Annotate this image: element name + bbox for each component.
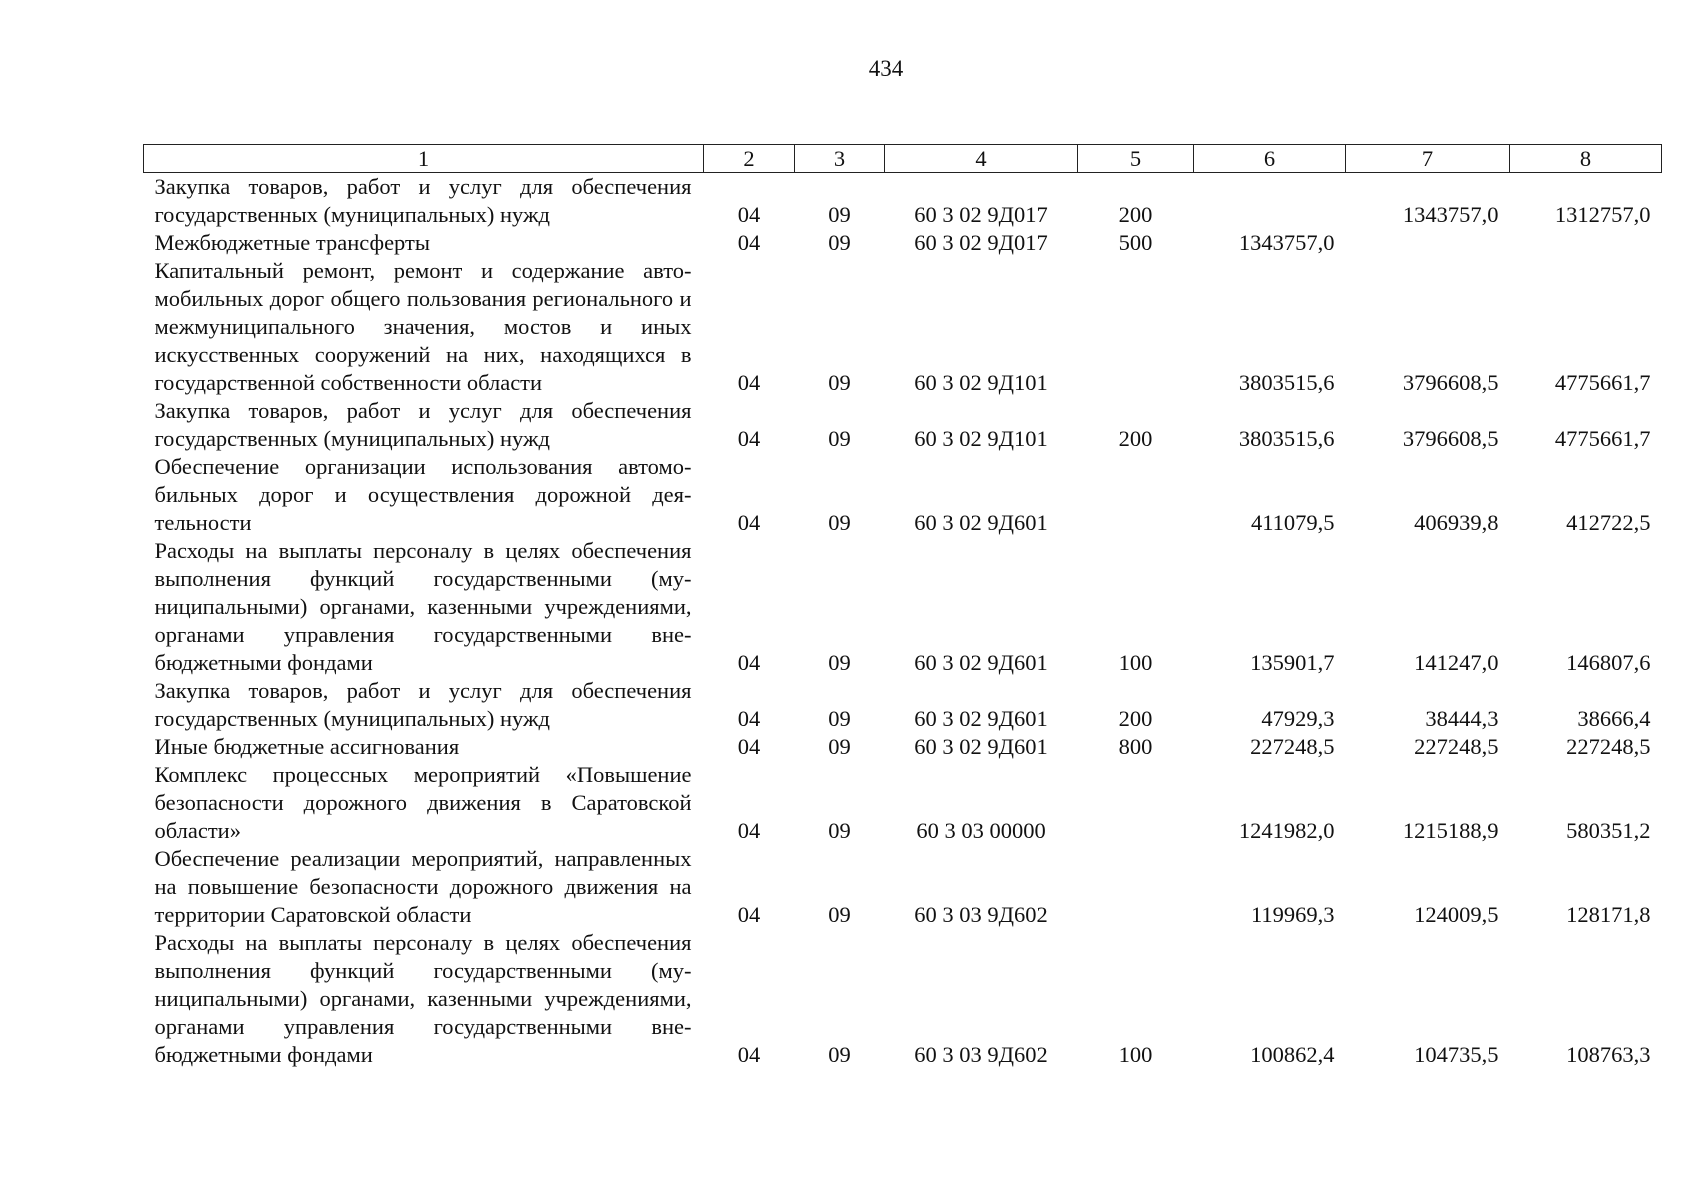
row-section-code: 04 (737, 706, 761, 731)
row-section-code: 04 (737, 902, 761, 927)
column-header: 2 (704, 145, 795, 173)
row-amount-col8: 227248,5 (1566, 734, 1651, 759)
row-expense-type (1078, 845, 1194, 929)
row-amount-col7: 406939,8 (1414, 510, 1499, 535)
table-row (144, 257, 1662, 397)
row-amount-col6: 3803515,6 (1238, 426, 1335, 451)
page-number: 434 (868, 56, 904, 81)
column-header: 1 (144, 145, 704, 173)
table-body (144, 173, 1662, 1070)
row-target-article: 60 3 02 9Д601 (914, 734, 1048, 759)
header-row (144, 145, 1662, 173)
table-row (144, 733, 1662, 761)
row-amount-col6: 47929,3 (1261, 706, 1335, 731)
column-header: 8 (1510, 145, 1662, 173)
row-subsection-code: 09 (828, 230, 851, 255)
row-amount-col8: 38666,4 (1577, 706, 1651, 731)
table-row (144, 845, 1662, 929)
row-amount-col8: 580351,2 (1566, 818, 1651, 843)
row-subsection-code: 09 (828, 1042, 851, 1067)
row-amount-col7: 1215188,9 (1402, 818, 1499, 843)
row-amount-col7: 141247,0 (1414, 650, 1499, 675)
row-amount-col7: 227248,5 (1414, 734, 1499, 759)
row-section-code: 04 (737, 818, 761, 843)
row-section-code: 04 (737, 650, 761, 675)
row-subsection-code: 09 (828, 370, 851, 395)
row-subsection-code: 09 (828, 706, 851, 731)
row-name: Расходы на выплаты персоналу в целях обеспечения выполнения функций государственными (муниципальными) органами, казенными учреждениями, органами управления государственными внебюджетными фондами (154, 538, 692, 675)
row-target-article: 60 3 02 9Д601 (914, 510, 1048, 535)
column-header: 5 (1078, 145, 1194, 173)
row-amount-col7: 38444,3 (1425, 706, 1499, 731)
row-amount-col8: 1312757,0 (1554, 202, 1651, 227)
row-expense-type: 200 (1118, 202, 1153, 227)
row-section-code: 04 (737, 510, 761, 535)
row-name: Закупка товаров, работ и услуг для обеспечения государственных (муниципальных) нужд (154, 678, 692, 731)
table-row (144, 229, 1662, 257)
row-amount-col7: 3796608,5 (1402, 370, 1499, 395)
table-row (144, 761, 1662, 845)
row-amount-col6: 227248,5 (1250, 734, 1335, 759)
row-name: Обеспечение реализации мероприятий, направленных на повышение безопасности дорожного движения на территории Саратовской области (154, 846, 692, 927)
row-target-article: 60 3 03 00000 (916, 818, 1046, 843)
row-amount-col8: 4775661,7 (1554, 426, 1651, 451)
row-amount-col6: 3803515,6 (1238, 370, 1335, 395)
row-amount-col6: 1241982,0 (1238, 818, 1335, 843)
row-subsection-code: 09 (828, 818, 851, 843)
row-amount-col8: 128171,8 (1566, 902, 1651, 927)
row-target-article: 60 3 03 9Д602 (914, 1042, 1048, 1067)
row-name: Закупка товаров, работ и услуг для обеспечения государственных (муниципальных) нужд (154, 398, 692, 451)
row-amount-col7: 104735,5 (1414, 1042, 1499, 1067)
row-subsection-code: 09 (828, 902, 851, 927)
row-amount-col7: 1343757,0 (1402, 202, 1499, 227)
table-row (144, 453, 1662, 537)
row-amount-col8: 412722,5 (1566, 510, 1651, 535)
row-section-code: 04 (737, 1042, 761, 1067)
row-amount-col8: 108763,3 (1566, 1042, 1651, 1067)
table-row (144, 537, 1662, 677)
row-expense-type: 500 (1118, 230, 1153, 255)
row-target-article: 60 3 02 9Д601 (914, 706, 1048, 731)
table-row (144, 677, 1662, 733)
column-header: 7 (1346, 145, 1510, 173)
row-name: Закупка товаров, работ и услуг для обеспечения государственных (муниципальных) нужд (154, 174, 692, 227)
row-amount-col6: 119969,3 (1250, 902, 1335, 927)
row-name: Комплекс процессных мероприятий «Повышение безопасности дорожного движения в Саратовской области» (154, 762, 692, 843)
row-section-code: 04 (737, 370, 761, 395)
row-subsection-code: 09 (828, 426, 851, 451)
table-row (144, 397, 1662, 453)
row-target-article: 60 3 02 9Д017 (914, 202, 1048, 227)
row-amount-col7: 3796608,5 (1402, 426, 1499, 451)
row-amount-col6 (1194, 173, 1346, 230)
row-expense-type (1078, 761, 1194, 845)
row-section-code: 04 (737, 202, 761, 227)
table-row (144, 929, 1662, 1069)
row-target-article: 60 3 02 9Д017 (914, 230, 1048, 255)
row-subsection-code: 09 (828, 650, 851, 675)
row-name: Межбюджетные трансферты (154, 230, 430, 255)
row-name: Капитальный ремонт, ремонт и содержание автомобильных дорог общего пользования регионального и межмуниципального значения, мостов и иных искусственных сооружений на них, находящихся в государственной собственности области (154, 258, 692, 395)
row-amount-col8: 4775661,7 (1554, 370, 1651, 395)
row-target-article: 60 3 02 9Д101 (914, 370, 1048, 395)
row-subsection-code: 09 (828, 734, 851, 759)
row-target-article: 60 3 03 9Д602 (914, 902, 1048, 927)
row-amount-col6: 100862,4 (1250, 1042, 1335, 1067)
row-expense-type: 100 (1118, 650, 1153, 675)
row-expense-type: 200 (1118, 426, 1153, 451)
row-amount-col8: 146807,6 (1566, 650, 1651, 675)
row-amount-col7 (1346, 229, 1510, 257)
row-name: Обеспечение организации использования автомобильных дорог и осуществления дорожной деятельности (154, 454, 692, 535)
row-amount-col6: 135901,7 (1250, 650, 1335, 675)
row-amount-col8 (1510, 229, 1662, 257)
row-subsection-code: 09 (828, 510, 851, 535)
row-amount-col6: 411079,5 (1250, 510, 1335, 535)
row-expense-type: 100 (1118, 1042, 1153, 1067)
budget-table (143, 144, 1662, 1069)
column-header: 4 (885, 145, 1078, 173)
row-expense-type: 800 (1118, 734, 1153, 759)
row-amount-col6: 1343757,0 (1238, 230, 1335, 255)
row-section-code: 04 (737, 426, 761, 451)
row-section-code: 04 (737, 734, 761, 759)
row-target-article: 60 3 02 9Д101 (914, 426, 1048, 451)
row-expense-type: 200 (1118, 706, 1153, 731)
row-target-article: 60 3 02 9Д601 (914, 650, 1048, 675)
row-section-code: 04 (737, 230, 761, 255)
column-header: 6 (1194, 145, 1346, 173)
row-amount-col7: 124009,5 (1414, 902, 1499, 927)
table-row (144, 173, 1662, 230)
row-expense-type (1078, 257, 1194, 397)
row-expense-type (1078, 453, 1194, 537)
row-name: Расходы на выплаты персоналу в целях обеспечения выполнения функций государственными (муниципальными) органами, казенными учреждениями, органами управления государственными внебюджетными фондами (154, 930, 692, 1067)
row-subsection-code: 09 (828, 202, 851, 227)
column-header: 3 (795, 145, 885, 173)
row-name: Иные бюджетные ассигнования (154, 734, 460, 759)
